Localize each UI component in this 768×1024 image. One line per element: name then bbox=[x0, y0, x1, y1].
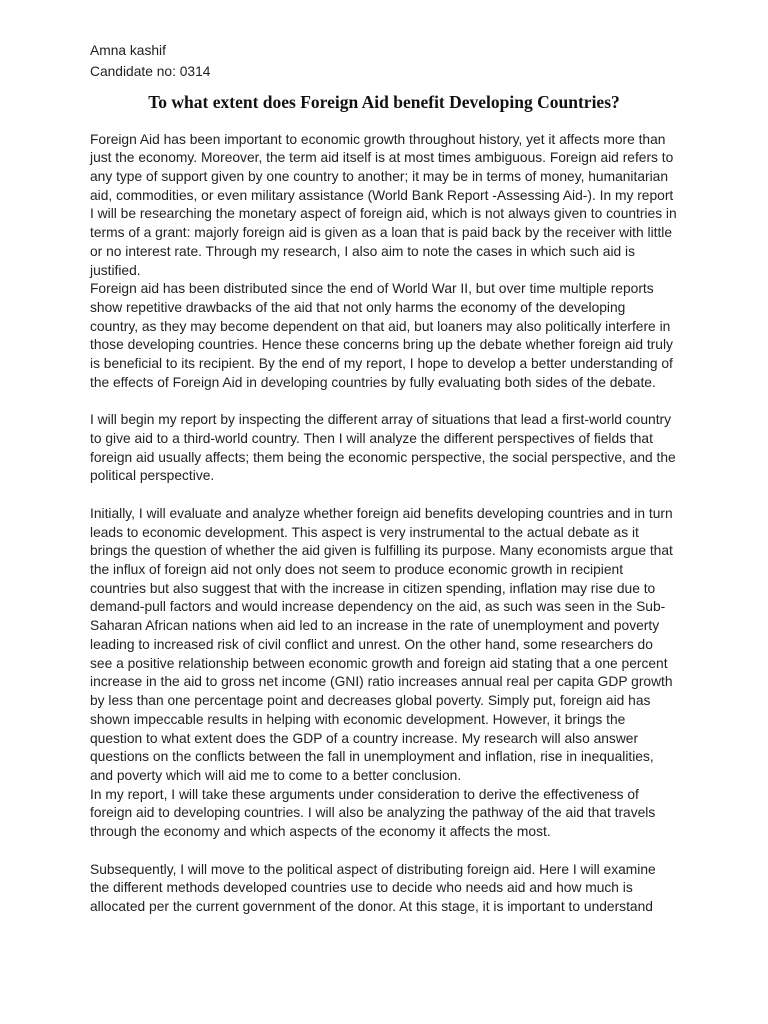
text-line: to give aid to a third-world country. Then I will analyze the different perspectives of fields that bbox=[90, 431, 653, 446]
text-line: Initially, I will evaluate and analyze whether foreign aid benefits developing countries and in turn bbox=[90, 505, 673, 521]
text-line: the influx of foreign aid not only does not seem to produce economic growth in recipient bbox=[90, 562, 624, 578]
paragraph bbox=[90, 786, 690, 842]
author-name: Amna kashif bbox=[90, 43, 166, 58]
section bbox=[90, 505, 690, 842]
text-line: by less than one percentage point and decreases global poverty. Simply put, foreign aid has bbox=[90, 693, 651, 709]
section bbox=[90, 861, 690, 917]
document-header bbox=[90, 40, 210, 82]
candidate-number: Candidate no: 0314 bbox=[90, 64, 211, 79]
text-line: foreign aid to developing countries. I will also be analyzing the pathway of the aid that travels bbox=[90, 805, 656, 821]
text-line: I will begin my report by inspecting the different array of situations that lead a first-world country bbox=[90, 412, 672, 428]
document-body bbox=[90, 131, 690, 917]
text-line: I will be researching the monetary aspect of foreign aid, which is not always given to countries in bbox=[90, 206, 677, 222]
text-line: country, as they may become dependent on that aid, but loaners may also politically interfere in bbox=[90, 318, 671, 334]
document-title: To what extent does Foreign Aid benefit Developing Countries? bbox=[148, 92, 620, 112]
text-line: foreign aid usually affects; them being the economic perspective, the social perspective, and the bbox=[90, 449, 676, 465]
text-line: demand-pull factors and would increase dependency on the aid, as such was seen in the Sub- bbox=[90, 599, 666, 615]
text-line: aid, commodities, or even military assistance (World Bank Report -Assessing Aid-). In my report bbox=[90, 187, 674, 203]
text-line: question to what extent does the GDP of a country increase. My research will also answer bbox=[90, 730, 639, 746]
text-line: questions on the conflicts between the fall in unemployment and inflation, rise in inequalities, bbox=[90, 749, 654, 765]
text-line: is beneficial to its recipient. By the end of my report, I hope to develop a better understanding of bbox=[90, 356, 673, 372]
text-line: leads to economic development. This aspect is very instrumental to the actual debate as it bbox=[90, 524, 639, 540]
text-line: countries but also suggest that with the increase in citizen spending, inflation may rise due to bbox=[90, 580, 656, 596]
text-line: political perspective. bbox=[90, 468, 215, 484]
text-line: Foreign Aid has been important to economic growth throughout history, yet it affects more than bbox=[90, 131, 666, 147]
text-line: or no interest rate. Through my research, I also aim to note the cases in which such aid is bbox=[90, 243, 635, 259]
text-line: Foreign aid has been distributed since the end of World War II, but over time multiple reports bbox=[90, 281, 654, 297]
paragraph bbox=[90, 861, 690, 917]
text-line: brings the question of whether the aid given is fulfilling its purpose. Many economists argue that bbox=[90, 543, 673, 559]
text-line: the effects of Foreign Aid in developing countries by fully evaluating both sides of the debate. bbox=[90, 374, 656, 390]
text-line: Saharan African nations when aid led to an increase in the rate of unemployment and poverty bbox=[90, 618, 660, 634]
paragraph bbox=[90, 280, 690, 392]
text-line: just the economy. Moreover, the term aid itself is at most times ambiguous. Foreign aid refers to bbox=[90, 150, 674, 166]
text-line: those developing countries. Hence these concerns bring up the debate whether foreign aid truly bbox=[90, 337, 673, 353]
text-line: terms of a grant: majorly foreign aid is given as a loan that is paid back by the receiver with little bbox=[90, 225, 673, 241]
text-line: leading to increased risk of civil conflict and unrest. On the other hand, some researchers do bbox=[90, 636, 653, 652]
text-line: In my report, I will take these arguments under consideration to derive the effectiveness of bbox=[90, 786, 639, 802]
text-line: see a positive relationship between economic growth and foreign aid stating that a one percent bbox=[90, 655, 668, 671]
paragraph bbox=[90, 131, 690, 281]
section bbox=[90, 411, 690, 486]
text-line: increase in the aid to gross net income (GNI) ratio increases annual real per capita GDP growth bbox=[90, 674, 673, 690]
text-line: any type of support given by one country to another; it may be in terms of money, humanitarian bbox=[90, 168, 668, 184]
text-line: show repetitive drawbacks of the aid that not only harms the economy of the developing bbox=[90, 299, 626, 315]
text-line: Subsequently, I will move to the political aspect of distributing foreign aid. Here I will examine bbox=[90, 861, 656, 877]
text-line: shown impeccable results in helping with economic development. However, it brings the bbox=[90, 711, 626, 727]
text-line: the different methods developed countries use to decide who needs aid and how much is bbox=[90, 880, 633, 896]
text-line: allocated per the current government of the donor. At this stage, it is important to understand bbox=[90, 898, 653, 914]
text-line: justified. bbox=[90, 262, 141, 278]
text-line: and poverty which will aid me to come to a better conclusion. bbox=[90, 767, 462, 783]
text-line: through the economy and which aspects of the economy it affects the most. bbox=[90, 824, 551, 840]
paragraph bbox=[90, 505, 690, 786]
paragraph bbox=[90, 411, 690, 486]
section bbox=[90, 131, 690, 393]
